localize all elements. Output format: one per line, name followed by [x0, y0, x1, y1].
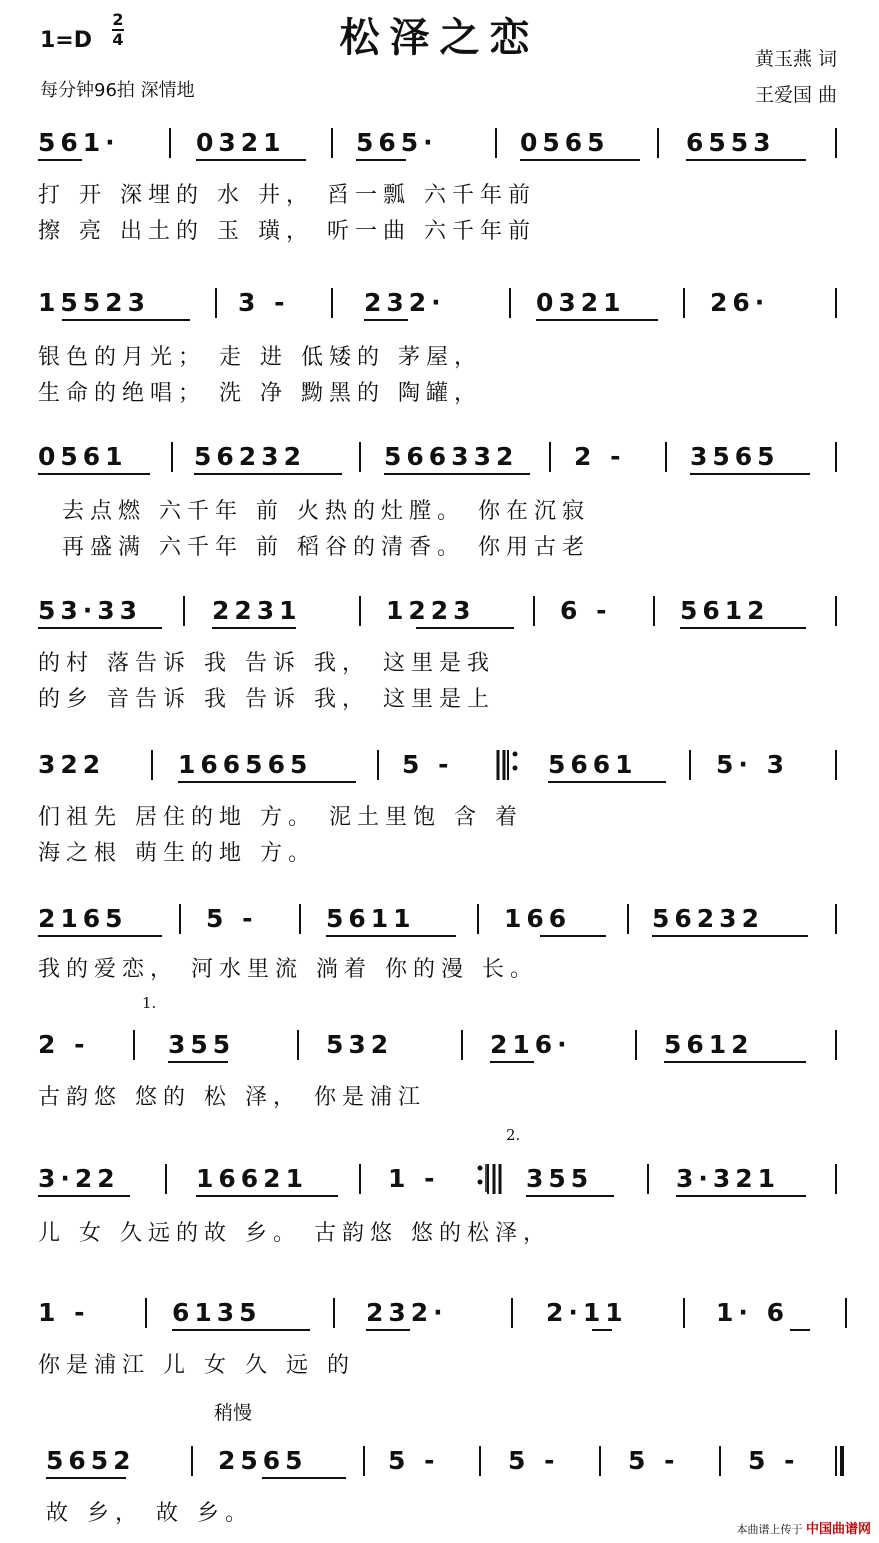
- composer-credit: 王爱国 曲: [754, 84, 837, 106]
- measure-1: 1 -: [38, 1298, 90, 1327]
- measure-3: 1223: [386, 596, 476, 625]
- measure-1: 0561: [38, 442, 128, 471]
- measure-1: 561·: [38, 128, 120, 157]
- measure-3: 232·: [364, 288, 446, 317]
- measure-1: 2 -: [38, 1030, 90, 1059]
- measure-1: 2165: [38, 904, 128, 933]
- measure-1: 5652: [46, 1446, 136, 1475]
- tempo-marking: 每分钟96拍 深情地: [40, 80, 195, 101]
- measure-4: 216·: [490, 1030, 572, 1059]
- lyrics-row-3-verse-1: 去点燃 六千年 前 火热的灶膛。 你在沉寂: [62, 499, 590, 524]
- volta-2-label: 2.: [506, 1126, 521, 1144]
- lyrics-row-4-verse-2: 的乡 音告诉 我 告诉 我， 这里是上: [38, 687, 495, 712]
- lyrics-row-4-verse-1: 的村 落告诉 我 告诉 我， 这里是我: [38, 651, 495, 676]
- time-denominator: 4: [112, 30, 124, 49]
- measure-2: 355: [168, 1030, 236, 1059]
- measure-4: 0321: [536, 288, 626, 317]
- lyrics-row-8-verse-1: 儿 女 久远的故 乡。 古韵悠 悠的松泽，: [38, 1221, 551, 1246]
- measure-2: 16621: [196, 1164, 308, 1193]
- lyrics-row-2-verse-1: 银色的月光； 走 进 低矮的 茅屋，: [38, 345, 482, 370]
- measure-1: 322: [38, 750, 106, 779]
- measure-2: 56232: [194, 442, 306, 471]
- measure-5: 5· 3: [716, 750, 789, 779]
- measure-5: 1· 6: [716, 1298, 789, 1327]
- lyrics-row-5-verse-1: 们祖先 居住的地 方。 泥土里饱 含 着: [38, 805, 523, 830]
- measure-4: 6 -: [560, 596, 612, 625]
- slower-marking: 稍慢: [214, 1402, 253, 1424]
- site-logo[interactable]: 中国曲谱网: [805, 1522, 871, 1537]
- footer: [736, 1518, 871, 1537]
- measure-4: 2 -: [574, 442, 626, 471]
- lyrics-row-7-verse-1: 古韵悠 悠的 松 泽， 你是浦江: [38, 1085, 426, 1110]
- measure-1: 15523: [38, 288, 150, 317]
- measure-4: 5661: [548, 750, 638, 779]
- lyrics-row-3-verse-2: 再盛满 六千年 前 稻谷的清香。 你用古老: [62, 535, 590, 560]
- measure-2: 3 -: [238, 288, 290, 317]
- measure-6: 5 -: [748, 1446, 800, 1475]
- measure-4: 5 -: [508, 1446, 560, 1475]
- lyrics-row-6-verse-1: 我的爱恋， 河水里流 淌着 你的漫 长。: [38, 957, 538, 982]
- measure-3: 232·: [366, 1298, 448, 1327]
- measure-3: 5611: [326, 904, 416, 933]
- measure-2: 2565: [218, 1446, 308, 1475]
- measure-1: 3·22: [38, 1164, 120, 1193]
- lyrics-row-2-verse-2: 生命的绝唱； 洗 净 黝黑的 陶罐，: [38, 381, 482, 406]
- measure-4: 0565: [520, 128, 610, 157]
- lyrics-row-1-verse-1: 打 开 深埋的 水 井， 舀一瓢 六千年前: [38, 183, 536, 208]
- time-numerator: 2: [112, 10, 124, 29]
- measure-4: 166: [504, 904, 572, 933]
- lyricist-credit: 黄玉燕 词: [754, 48, 837, 70]
- lyrics-row-5-verse-2: 海之根 萌生的地 方。: [38, 841, 316, 866]
- measure-5: 5612: [680, 596, 770, 625]
- measure-2: 0321: [196, 128, 286, 157]
- lyrics-row-10-verse-1: 故 乡， 故 乡。: [46, 1501, 253, 1526]
- measure-3: 566332: [384, 442, 519, 471]
- measure-4: 2·11: [546, 1298, 628, 1327]
- lyrics-row-1-verse-2: 擦 亮 出土的 玉 璜， 听一曲 六千年前: [38, 219, 536, 244]
- measure-5: 56232: [652, 904, 764, 933]
- measure-3: 1 -: [388, 1164, 440, 1193]
- volta-1-label: 1.: [142, 994, 157, 1012]
- measure-5: 5612: [664, 1030, 754, 1059]
- measure-4: 355: [526, 1164, 594, 1193]
- key-signature: 1=D: [40, 28, 93, 53]
- measure-2: 166565: [178, 750, 313, 779]
- measure-3: 5 -: [388, 1446, 440, 1475]
- measure-2: 5 -: [206, 904, 258, 933]
- measure-1: 53·33: [38, 596, 143, 625]
- song-title: 松泽之恋: [339, 14, 540, 61]
- measure-5: 26·: [710, 288, 770, 317]
- measure-3: 5 -: [402, 750, 454, 779]
- measure-5: 3565: [690, 442, 780, 471]
- measure-5: 3·321: [676, 1164, 781, 1193]
- measure-5: 5 -: [628, 1446, 680, 1475]
- lyrics-row-9-verse-1: 你是浦江 儿 女 久 远 的: [38, 1353, 355, 1378]
- upload-note: 本曲谱上传于: [736, 1523, 803, 1536]
- measure-3: 565·: [356, 128, 438, 157]
- measure-3: 532: [326, 1030, 394, 1059]
- measure-2: 2231: [212, 596, 302, 625]
- measure-2: 6135: [172, 1298, 262, 1327]
- measure-5: 6553: [686, 128, 776, 157]
